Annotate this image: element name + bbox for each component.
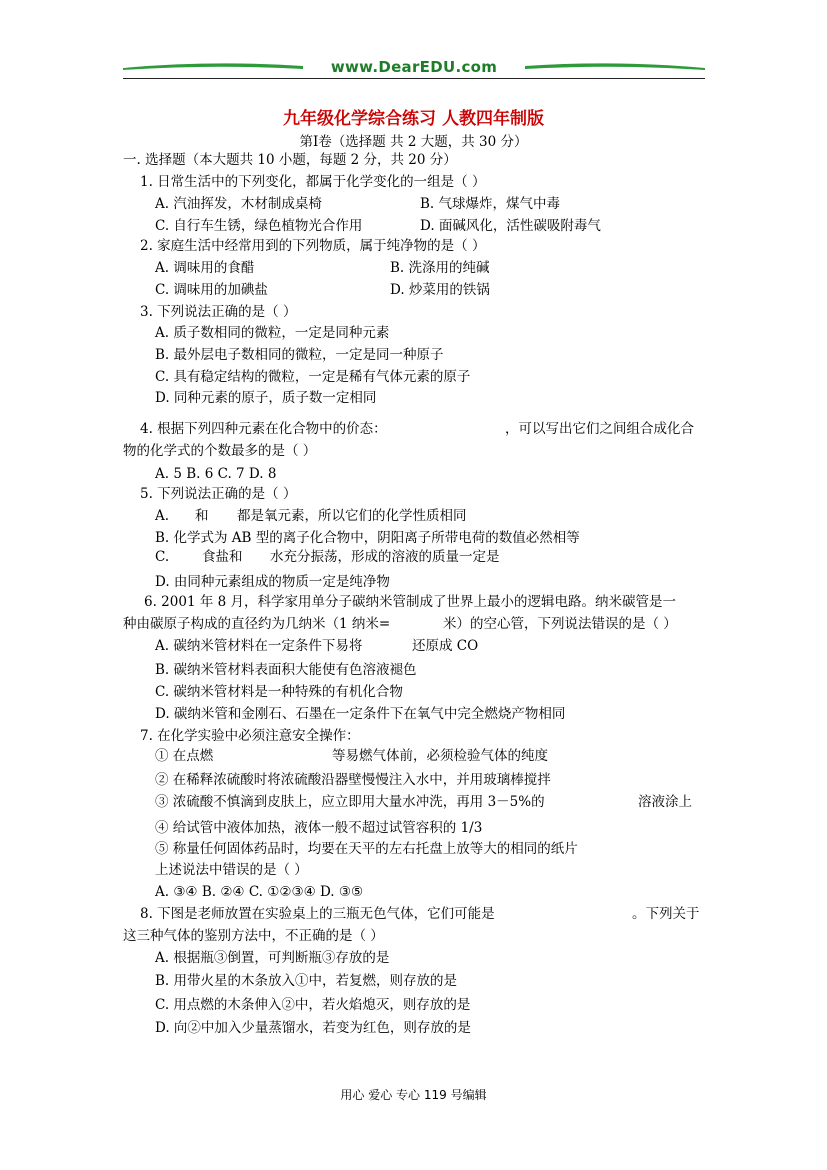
section-heading: 一. 选择题（本大题共 10 小题，每题 2 分，共 20 分） [123, 152, 457, 168]
q3-option-c: C. 具有稳定结构的微粒，一定是稀有气体元素的原子 [155, 369, 471, 385]
q6-option-a-part2: 还原成 CO [412, 638, 479, 654]
q5-option-d: D. 由同种元素组成的物质一定是纯净物 [155, 574, 390, 590]
q8-stem-line1a: 8. 下图是老师放置在实验桌上的三瓶无色气体，它们可能是 [140, 906, 495, 922]
q2-option-d: D. 炒菜用的铁锅 [390, 282, 490, 298]
q8-stem-line1b: 。下列关于 [632, 906, 700, 922]
q7-statement-1b: 等易燃气体前，必须检验气体的纯度 [332, 748, 548, 764]
q8-stem-line2: 这三种气体的鉴别方法中，不正确的是（ ） [123, 928, 384, 944]
header-rule [123, 78, 705, 79]
q3-stem: 3. 下列说法正确的是（ ） [140, 304, 297, 320]
q4-stem-line2: 物的化学式的个数最多的是（ ） [123, 443, 317, 459]
q7-stem: 7. 在化学实验中必须注意安全操作： [140, 728, 360, 744]
q7-statement-3b: 溶液涂上 [638, 794, 692, 810]
q8-option-b: B. 用带火星的木条放入①中，若复燃，则存放的是 [155, 973, 458, 989]
q3-option-b: B. 最外层电子数相同的微粒，一定是同一种原子 [155, 347, 444, 363]
q7-statement-2: ② 在稀释浓硫酸时将浓硫酸沿器壁慢慢注入水中，并用玻璃棒搅拌 [155, 772, 551, 788]
q7-statement-1a: ① 在点燃 [155, 748, 214, 764]
q6-stem-line1: 6. 2001 年 8 月，科学家用单分子碳纳米管制成了世界上最小的逻辑电路。纳米碳管是一 [144, 594, 676, 610]
q6-option-a-part1: A. 碳纳米管材料在一定条件下易将 [155, 638, 363, 654]
q8-option-a: A. 根据瓶③倒置，可判断瓶③存放的是 [155, 950, 390, 966]
q5-option-c-text: 水充分振荡，形成的溶液的质量一定是 [270, 549, 500, 565]
q5-option-a-text: 都是氧元素，所以它们的化学性质相同 [237, 508, 467, 524]
q7-statement-3a: ③ 浓硫酸不慎滴到皮肤上，应立即用大量水冲洗，再用 3－5%的 [155, 794, 545, 810]
site-logo-text: www.DearEDU.com [330, 58, 498, 76]
q7-ask: 上述说法中错误的是（ ） [155, 862, 308, 878]
q6-stem-line2b: 米）的空心管，下列说法错误的是（ ） [443, 616, 677, 632]
q2-option-b: B. 洗涤用的纯碱 [390, 260, 490, 276]
q8-option-c: C. 用点燃的木条伸入②中，若火焰熄灭，则存放的是 [155, 997, 471, 1013]
q1-option-d: D. 面碱风化，活性碳吸附毒气 [420, 218, 601, 234]
q2-option-c: C. 调味用的加碘盐 [155, 282, 268, 298]
q5-option-c-label: C. [155, 549, 170, 565]
q7-options: A. ③④ B. ②④ C. ①②③④ D. ③⑤ [155, 884, 364, 900]
q5-option-a-label: A. [155, 508, 170, 524]
page-subtitle: 第Ⅰ卷（选择题 共 2 大题，共 30 分） [299, 134, 528, 150]
q1-stem: 1. 日常生活中的下列变化，都属于化学变化的一组是（ ） [140, 174, 486, 190]
q4-stem-part1: 4. 根据下列四种元素在化合物中的价态： [140, 421, 387, 437]
q1-option-a: A. 汽油挥发，木材制成桌椅 [155, 196, 322, 212]
q3-option-a: A. 质子数相同的微粒，一定是同种元素 [155, 325, 390, 341]
q7-statement-5: ⑤ 称量任何固体药品时，均要在天平的左右托盘上放等大的相同的纸片 [155, 841, 578, 857]
q2-option-a: A. 调味用的食醋 [155, 260, 255, 276]
q6-option-d: D. 碳纳米管和金刚石、石墨在一定条件下在氧气中完全燃烧产物相同 [155, 706, 566, 722]
q5-option-a-mid: 和 [195, 508, 209, 524]
q5-option-b: B. 化学式为 AB 型的离子化合物中，阴阳离子所带电荷的数值必然相等 [155, 530, 580, 546]
page-footer: 用心 爱心 专心 119 号编辑 [340, 1088, 487, 1102]
q6-option-b: B. 碳纳米管材料表面积大能使有色溶液褪色 [155, 662, 417, 678]
q5-stem: 5. 下列说法正确的是（ ） [140, 486, 297, 502]
q5-option-c-mid: 食盐和 [202, 549, 243, 565]
page-title: 九年级化学综合练习 人教四年制版 [283, 109, 544, 129]
q2-stem: 2. 家庭生活中经常用到的下列物质，属于纯净物的是（ ） [140, 238, 486, 254]
q7-statement-4: ④ 给试管中液体加热，液体一般不超过试管容积的 1/3 [155, 820, 483, 836]
q6-option-c: C. 碳纳米管材料是一种特殊的有机化合物 [155, 684, 403, 700]
site-header [123, 52, 705, 82]
q4-options: A. 5 B. 6 C. 7 D. 8 [155, 466, 277, 482]
q8-option-d: D. 向②中加入少量蒸馏水，若变为红色，则存放的是 [155, 1020, 471, 1036]
q4-stem-part2: ，可以写出它们之间组合成化合 [505, 421, 694, 437]
q1-option-c: C. 自行车生锈，绿色植物光合作用 [155, 218, 363, 234]
q3-option-d: D. 同种元素的原子，质子数一定相同 [155, 390, 377, 406]
q6-stem-line2a: 种由碳原子构成的直径约为几纳米（1 纳米= [123, 616, 391, 632]
q1-option-b: B. 气球爆炸，煤气中毒 [420, 196, 561, 212]
